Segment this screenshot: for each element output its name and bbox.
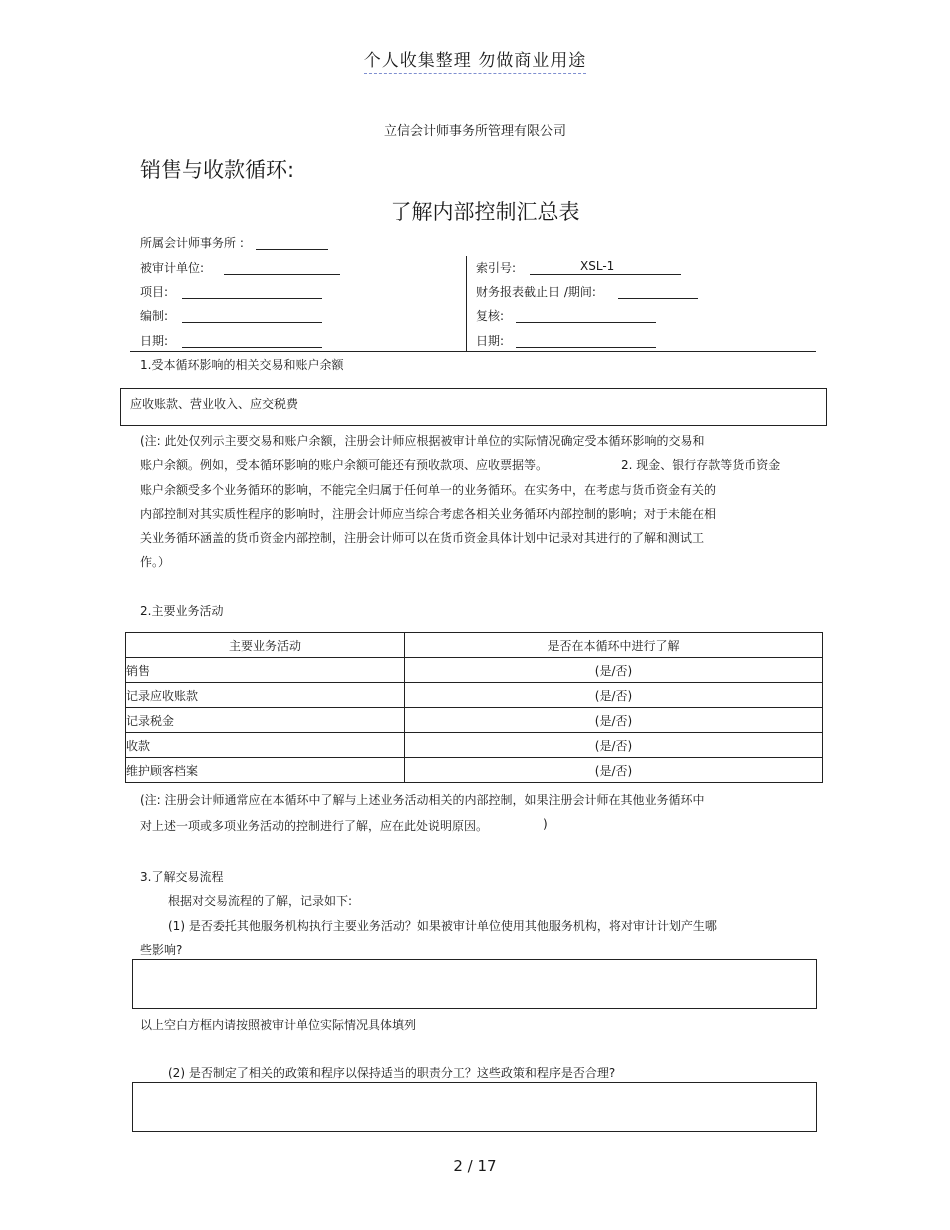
accounts-text: 应收账款、营业收入、应交税费: [130, 397, 299, 411]
section1-note-line: 关业务循环涵盖的货币资金内部控制，注册会计师可以在货币资金具体计划中记录对其进行的了解和测试工: [140, 531, 705, 545]
project-label: 项目:: [140, 285, 169, 299]
accounts-box: [120, 388, 827, 426]
reviewer-underline: [516, 322, 656, 323]
info-bottom-rule: [130, 351, 816, 352]
section2-heading: 2.主要业务活动: [140, 604, 224, 618]
section1-note-line: 2. 现金、银行存款等货币资金: [621, 458, 781, 472]
column-header-understood: 是否在本循环中进行了解: [405, 633, 823, 658]
section3-heading: 3.了解交易流程: [140, 870, 224, 884]
answer-cell: (是/否): [405, 683, 823, 708]
answer-cell: (是/否): [405, 758, 823, 783]
reviewer-label: 复核:: [476, 309, 505, 323]
section2-note-line: (注: 注册会计师通常应在本循环中了解与上述业务活动相关的内部控制，如果注册会计师在其他业务循环中: [140, 793, 705, 807]
answer-cell: (是/否): [405, 708, 823, 733]
period-underline: [618, 298, 698, 299]
activity-cell: 收款: [126, 733, 405, 758]
section1-heading: 1.受本循环影响的相关交易和账户余额: [140, 358, 344, 372]
watermark-header: [0, 46, 950, 71]
section1-note-line: 作。）: [140, 555, 171, 569]
auditee-label: 被审计单位:: [140, 261, 205, 275]
question2-text: (2) 是否制定了相关的政策和程序以保持适当的职责分工？这些政策和程序是否合理?: [168, 1066, 616, 1080]
firm-underline: [256, 249, 328, 250]
table-row: [126, 758, 823, 783]
page-number: 2 / 17: [453, 1157, 497, 1175]
section3-intro: 根据对交易流程的了解，记录如下:: [168, 894, 353, 908]
date-underline-left: [182, 347, 322, 348]
index-value: XSL-1: [580, 259, 615, 273]
activities-table: [125, 632, 823, 783]
period-label: 财务报表截止日 /期间:: [476, 285, 596, 299]
section1-note-line: 内部控制对其实质性程序的影响时，注册会计师应当综合考虑各相关业务循环内部控制的影响；对于未能在相: [140, 507, 717, 521]
info-divider: [466, 256, 467, 352]
question1-line: 些影响?: [140, 943, 183, 957]
project-underline: [182, 298, 322, 299]
column-header-activity: 主要业务活动: [126, 633, 405, 658]
table-header-row: [126, 633, 823, 658]
auditee-underline: [224, 274, 340, 275]
activity-cell: 记录应收账款: [126, 683, 405, 708]
question2-answer-box[interactable]: [132, 1082, 817, 1132]
date-label-right: 日期:: [476, 334, 505, 348]
table-row: [126, 708, 823, 733]
activity-cell: 销售: [126, 658, 405, 683]
section1-note-line: (注: 此处仅列示主要交易和账户余额，注册会计师应根据被审计单位的实际情况确定受本循环影响的交易和: [140, 434, 705, 448]
preparer-underline: [182, 322, 322, 323]
section2-note-line: ): [543, 817, 548, 831]
table-row: [126, 683, 823, 708]
firm-label: 所属会计师事务所 :: [140, 236, 244, 250]
question1-answer-box[interactable]: [132, 959, 817, 1009]
date-underline-right: [516, 347, 656, 348]
question1-line: (1) 是否委托其他服务机构执行主要业务活动？如果被审计单位使用其他服务机构，将对审计计划产生哪: [168, 919, 717, 933]
section1-note-line: 账户余额。例如，受本循环影响的账户余额可能还有预收款项、应收票据等。: [140, 458, 549, 472]
index-underline: [530, 274, 681, 275]
fill-hint: 以上空白方框内请按照被审计单位实际情况具体填列: [140, 1018, 417, 1032]
preparer-label: 编制:: [140, 309, 169, 323]
table-row: [126, 658, 823, 683]
section1-note-line: 账户余额受多个业务循环的影响，不能完全归属于任何单一的业务循环。在实务中，在考虑与货币资金有关的: [140, 483, 717, 497]
index-label: 索引号:: [476, 261, 517, 275]
section2-note-line: 对上述一项或多项业务活动的控制进行了解，应在此处说明原因。: [140, 819, 489, 833]
activity-cell: 记录税金: [126, 708, 405, 733]
company-name: 立信会计师事务所管理有限公司: [383, 124, 566, 139]
answer-cell: (是/否): [405, 658, 823, 683]
activity-cell: 维护顾客档案: [126, 758, 405, 783]
date-label-left: 日期:: [140, 334, 169, 348]
answer-cell: (是/否): [405, 733, 823, 758]
table-row: [126, 733, 823, 758]
document-title: 了解内部控制汇总表: [390, 200, 580, 224]
cycle-title: 销售与收款循环:: [140, 158, 295, 182]
watermark-text: 个人收集整理 勿做商业用途: [364, 51, 586, 74]
